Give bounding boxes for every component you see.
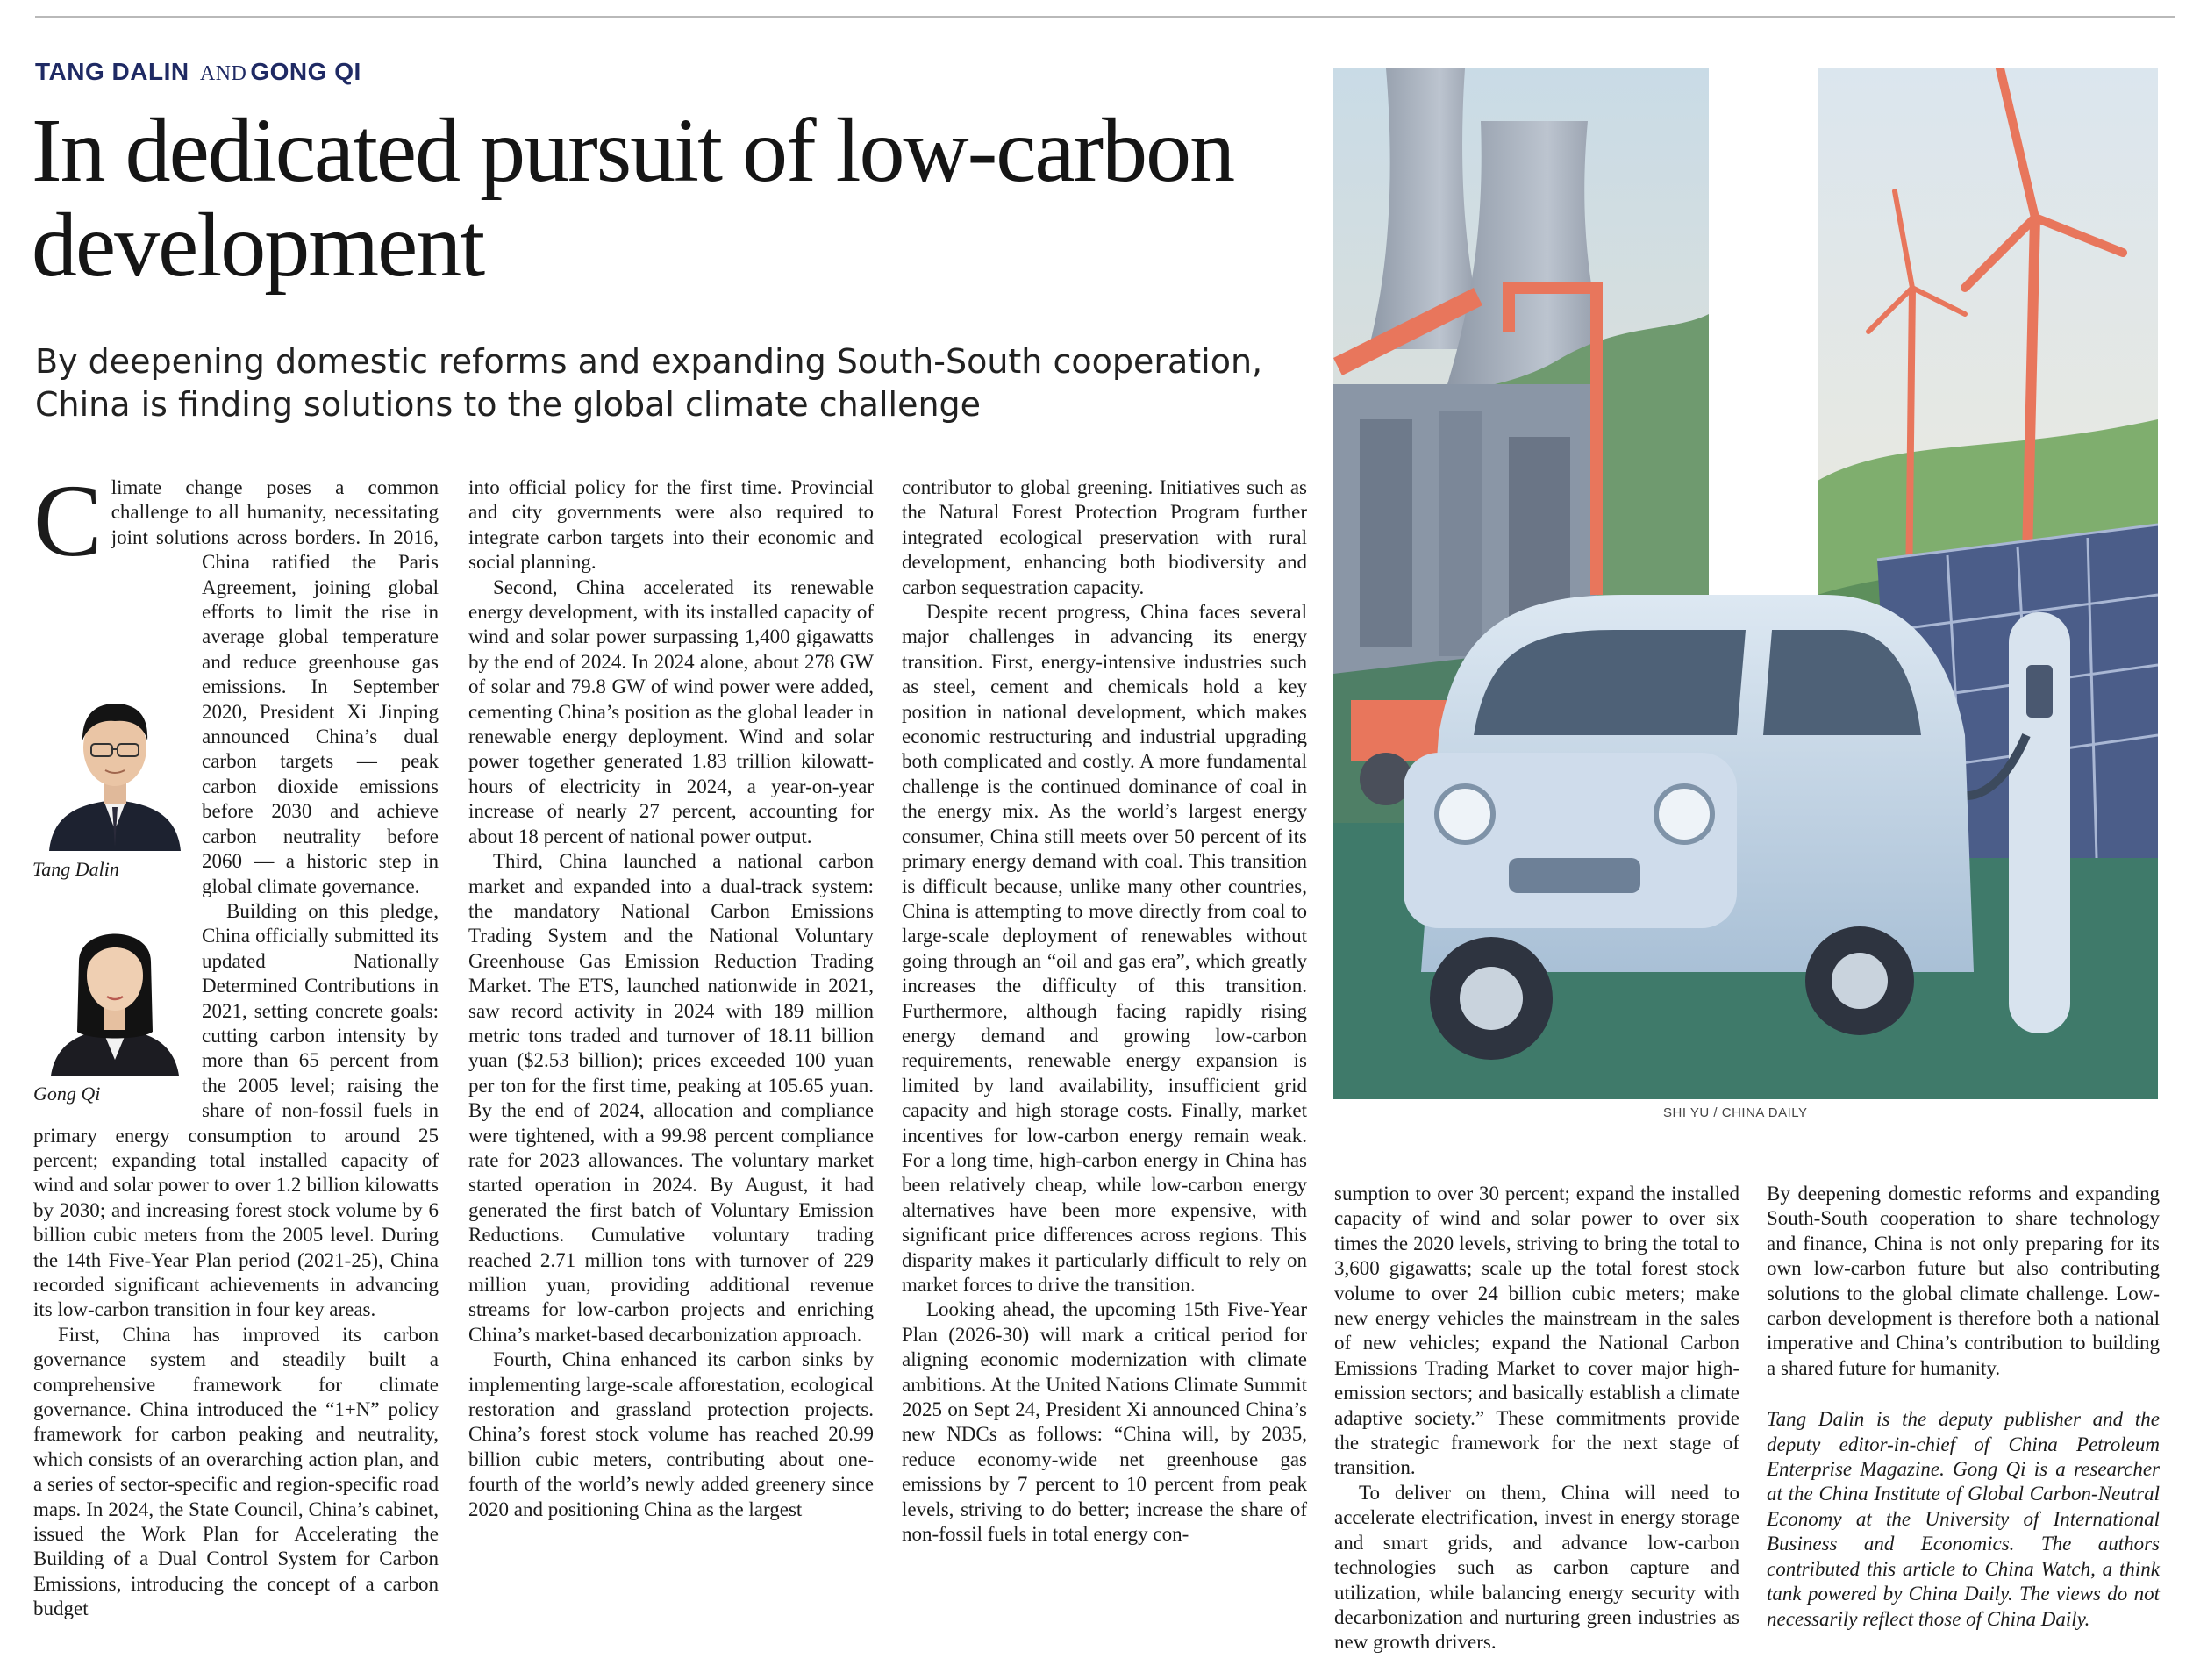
article-column-3 [902, 475, 1307, 1547]
paragraph: To deliver on them, China will need to accelerate electrification, invest in energy storage and smart grids, and advance low-carbon technologies such as carbon capture and utilization, while balancing energy security with decarbonization and nurturing green industries as new growth drivers. [1334, 1481, 1739, 1654]
paragraph: First, China has improved its carbon governance system and steadily built a comprehensive framework for climate governance. China introduced the “1+N” policy framework for carbon peaking and neutrality, which consists of an overarching action plan, and a series of sector-specific and region-specific road maps. In 2024, the State Council, China’s cabinet, issued the Work Plan for Accelerating the Building of a Dual Control System for Carbon Emissions, introducing the concept of a carbon budget [33, 1323, 439, 1620]
paragraph: sumption to over 30 percent; expand the installed capacity of wind and solar power to over six times the 2020 levels, striving to bring the total to 3,600 gigawatts; scale up the total forest stock volume to over 24 billion cubic meters; make new energy vehicles the mainstream in the sales of new vehicles; expand the National Carbon Emissions Trading Market to cover major high-emission sectors; and basically establish a climate adaptive society.” These commitments provide the strategic framework for the next stage of transition. [1334, 1183, 1739, 1479]
paragraph: Third, China launched a national carbon market and expanded into a dual-track system: the mandatory National Carbon Emissions Trading System and the National Voluntary Greenhouse Gas Emission Reduction Trading Market. The ETS, launched nationwide in 2021, saw record activity in 2024 with 189 million metric tons traded and turnover of 18.11 billion yuan ($2.53 billion); prices exceeded 100 yuan per ton for the first time, peaking at 105.65 yuan. By the end of 2024, allocation and compliance were tightened, with a 99.98 percent compliance rate for 2023 allowances. The voluntary market started operation in 2024. By August, it had generated the first batch of Voluntary Emission Reductions. Cumulative voluntary trading reached 2.71 million tons with turnover of 229 million yuan, providing additional revenue streams for low-carbon projects and enriching China’s market-based decarbonization approach. [468, 850, 874, 1346]
article-column-5 [1767, 1182, 2160, 1632]
top-rule [35, 16, 2175, 18]
illustration-energy-transition [1333, 68, 2158, 1099]
paragraph: Second, China accelerated its renewable energy development, with its installed capacity of wind and solar power surpassing 1,400 gigawatts by the end of 2024. In 2024 alone, about 278 GW of solar and 79.8 GW of wind power were added, cementing China’s position as the global leader in renewable energy deployment. Wind and solar power together generated 1.83 trillion kilowatt-hours of electricity in 2024, a year-on-year increase of nearly 27 percent, accounting for about 18 percent of national power output. [468, 575, 874, 847]
paragraph: Despite recent progress, China faces several major challenges in advancing its energy transition. First, energy-intensive industries such as steel, cement and chemicals hold a key position in national development, which makes economic restructuring and industrial upgrading both complicated and costly. A more fundamental challenge is the continued dominance of coal in the energy mix. As the world’s largest energy consumer, China still meets over 50 percent of its primary energy demand with coal. This transition is difficult because, unlike many other countries, China is attempting to move directly from coal to large-scale deployment of renewables without going through an “oil and gas era”, which greatly increases the difficulty of this transition. Furthermore, although facing rapidly rising energy demand and growing low-carbon requirements, renewable energy expansion is limited by land availability, insufficient grid capacity and high storage costs. Finally, market incentives for low-carbon energy remain weak. For a long time, high-carbon energy in China has been relatively cheap, while low-carbon energy alternatives have been more expensive, with significant price differences across regions. This disparity makes it particularly difficult to rely on market forces to drive the transition. [902, 601, 1307, 1296]
article-column-2 [468, 475, 874, 1522]
author-2: GONG QI [250, 58, 361, 85]
car-headlight-left [1437, 786, 1493, 842]
paragraph: Building on this pledge, China officially submitted its updated Nationally Determined Contributions in 2021, setting concrete goals: cutting carbon intensity by more than 65 percent from the 2005 level; raising the share of non-fossil fuels in primary energy consumption to around 25 percent; expanding total installed capacity of wind and solar power to over 1.2 billion kilowatts by 2030; and increasing forest stock volume by 6 billion cubic meters from the 2005 level. During the 14th Five-Year Plan period (2021-25), China recorded significant achievements in advancing its low-carbon transition in four key areas. [33, 899, 439, 1321]
author-1: TANG DALIN [35, 58, 189, 85]
lead-paragraph-text: limate change poses a common challenge to all humanity, necessitating joint solutions across borders. In 2016, China ratified the Paris Agreement, joining global efforts to limit the rise in average global temperature and reduce greenhouse gas emissions. In September 2020, President Xi Jinping announced China’s dual carbon targets — peak carbon dioxide emissions before 2030 and achieve carbon neutrality before 2060 — a historic step in global climate governance. [111, 476, 439, 897]
drop-cap: C [33, 463, 103, 578]
portrait-woman-image [33, 900, 196, 1076]
portrait-man-image [33, 676, 196, 851]
paragraph: contributor to global greening. Initiatives such as the Natural Forest Protection Program further integrated ecological preservation with rural development, enhancing both biodiversity and carbon sequestration capacity. [902, 476, 1307, 598]
caption-gong-qi: Gong Qi [33, 1083, 101, 1105]
paragraph: into official policy for the first time. Provincial and city governments were also required to integrate carbon targets into their economic and social planning. [468, 476, 874, 574]
photo-tang-dalin [33, 676, 196, 851]
caption-tang-dalin: Tang Dalin [32, 858, 119, 880]
wind-turbine-2 [1909, 288, 1912, 595]
article-column-4 [1334, 1182, 1739, 1655]
car-headlight-right [1656, 786, 1712, 842]
paragraph: Looking ahead, the upcoming 15th Five-Year Plan (2026-30) will mark a critical period for aligning economic modernization with climate ambitions. At the United Nations Climate Summit 2025 on Sept 24, President Xi announced China’s new NDCs as follows: “China will, by 2035, reduce economy-wide net greenhouse gas emissions by 7 percent to 10 percent from peak levels, striving to do better; increase the share of non-fossil fuels in total energy con- [902, 1298, 1307, 1546]
headline: In dedicated pursuit of low-carbon development [32, 100, 1234, 296]
car-grille [1509, 858, 1640, 893]
photo-gong-qi [33, 900, 196, 1076]
paragraph: Fourth, China enhanced its carbon sinks by implementing large-scale afforestation, ecological restoration and grassland protection projects. China’s forest stock volume has reached 20.99 billion cubic meters, contributing about one-fourth of the world’s newly added greenery since 2020 and positioning China as the largest [468, 1348, 874, 1520]
author-bio: Tang Dalin is the deputy publisher and the deputy editor-in-chief of China Petroleum Enterprise Magazine. Gong Qi is a researcher at the China Institute of Global Carbon-Neutral Economy at the University of International Business and Economics. The authors contributed this article to China Watch, a think tank powered by China Daily. The views do not necessarily reflect those of China Daily. [1767, 1408, 2160, 1630]
illustration-credit: SHI YU / CHINA DAILY [1663, 1105, 1808, 1120]
byline-and: AND [199, 62, 247, 85]
paragraph: By deepening domestic reforms and expanding South-South cooperation to share technology and finance, China is not only preparing for its own low-carbon future but also contributing solutions to the global climate challenge. Low-carbon development is therefore both a national imperative and China’s contribution to building a shared future for humanity. [1767, 1183, 2160, 1379]
byline [35, 58, 361, 86]
deck-subheadline: By deepening domestic reforms and expanding South-South cooperation, China is finding solutions to the global climate challenge [35, 342, 1263, 424]
portraits [33, 676, 200, 1105]
